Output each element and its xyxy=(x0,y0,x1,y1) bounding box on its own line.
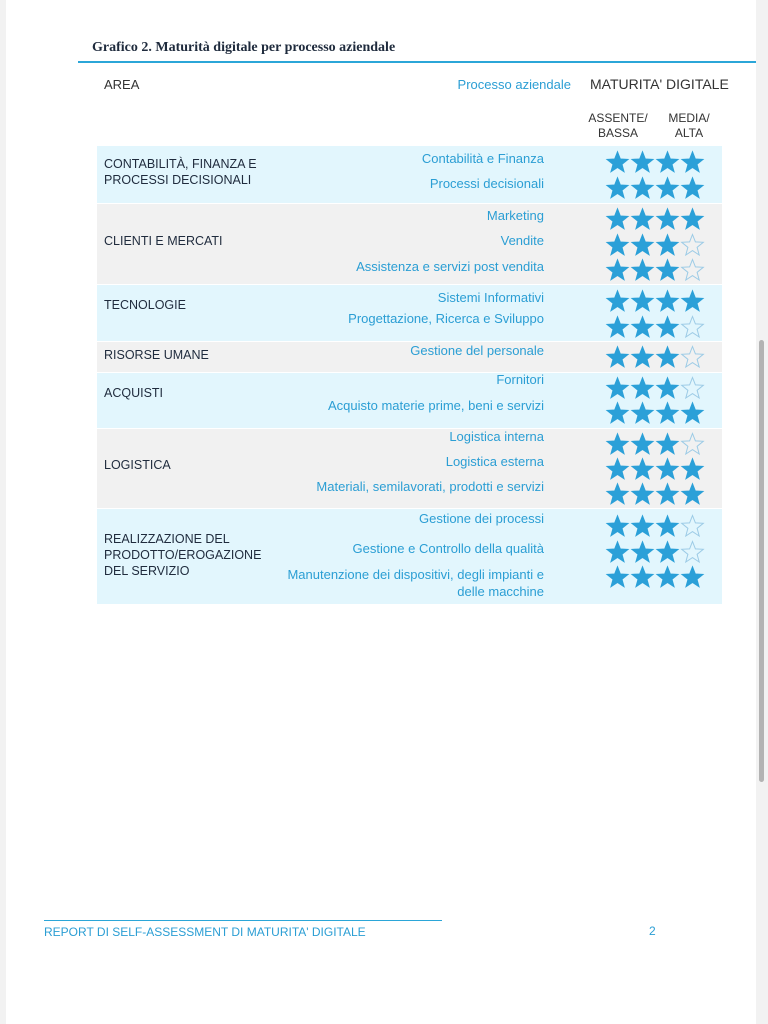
area-label-line: RISORSE UMANE xyxy=(104,348,209,362)
process-logistica-esterna xyxy=(446,453,544,470)
process-label-line: Contabilità e Finanza xyxy=(421,151,544,166)
star-filled-icon xyxy=(630,176,655,200)
star-rating xyxy=(605,176,705,200)
star-filled-icon xyxy=(630,482,655,506)
header-maturity: MATURITA' DIGITALE xyxy=(590,76,729,92)
star-filled-icon xyxy=(605,258,630,282)
star-filled-icon xyxy=(605,315,630,339)
star-filled-icon xyxy=(630,315,655,339)
process-logistica-interna xyxy=(449,428,544,445)
process-label-line: Materiali, semilavorati, prodotti e servizi xyxy=(316,479,544,494)
area-label-line: PRODOTTO/EROGAZIONE xyxy=(104,548,262,562)
star-filled-icon xyxy=(680,457,705,481)
area-label-line: CONTABILITÀ, FINANZA E xyxy=(104,157,257,171)
footer-report-title: REPORT DI SELF-ASSESSMENT DI MATURITA' DIGITALE xyxy=(44,925,366,939)
star-empty-icon xyxy=(680,514,705,538)
area-label-line: REALIZZAZIONE DEL xyxy=(104,532,230,546)
star-rating xyxy=(605,482,705,506)
star-filled-icon xyxy=(630,432,655,456)
star-rating xyxy=(605,315,705,339)
star-filled-icon xyxy=(605,289,630,313)
star-filled-icon xyxy=(655,207,680,231)
star-filled-icon xyxy=(630,540,655,564)
star-filled-icon xyxy=(605,565,630,589)
star-filled-icon xyxy=(605,176,630,200)
header-scale-low xyxy=(578,111,658,141)
header-scale-low-line2: BASSA xyxy=(597,126,639,140)
document-page xyxy=(6,0,756,1024)
star-empty-icon xyxy=(680,432,705,456)
star-filled-icon xyxy=(680,401,705,425)
star-filled-icon xyxy=(605,432,630,456)
header-scale-high-line2: ALTA xyxy=(674,126,704,140)
process-label-line: delle macchine xyxy=(457,584,544,599)
star-rating xyxy=(605,289,705,313)
area-group-risorse-umane xyxy=(97,342,722,372)
star-empty-icon xyxy=(680,315,705,339)
star-filled-icon xyxy=(605,376,630,400)
area-label xyxy=(104,385,163,401)
star-empty-icon xyxy=(680,540,705,564)
star-rating xyxy=(605,150,705,174)
star-filled-icon xyxy=(655,401,680,425)
star-filled-icon xyxy=(655,432,680,456)
star-filled-icon xyxy=(630,207,655,231)
process-label-line: Sistemi Informativi xyxy=(437,290,544,305)
star-filled-icon xyxy=(655,289,680,313)
area-group-realizzazione-del xyxy=(97,509,722,604)
star-filled-icon xyxy=(630,514,655,538)
star-rating xyxy=(605,540,705,564)
process-marketing xyxy=(487,207,544,224)
star-filled-icon xyxy=(655,150,680,174)
star-rating xyxy=(605,514,705,538)
process-label-line: Logistica interna xyxy=(449,429,544,444)
star-rating xyxy=(605,207,705,231)
process-label-line: Fornitori xyxy=(496,372,544,387)
star-rating xyxy=(605,258,705,282)
scrollbar[interactable] xyxy=(756,0,768,1024)
star-filled-icon xyxy=(655,457,680,481)
header-scale-high xyxy=(659,111,719,141)
area-label-line: PROCESSI DECISIONALI xyxy=(104,173,252,187)
star-filled-icon xyxy=(655,233,680,257)
area-label xyxy=(104,531,261,579)
process-processi-decisionali xyxy=(430,175,544,192)
process-vendite xyxy=(501,232,544,249)
process-label-line: Vendite xyxy=(500,233,544,248)
area-label xyxy=(104,457,171,473)
area-group-tecnologie xyxy=(97,285,722,341)
area-label-line: CLIENTI E MERCATI xyxy=(104,234,223,248)
star-empty-icon xyxy=(680,233,705,257)
star-filled-icon xyxy=(605,150,630,174)
area-label-line: LOGISTICA xyxy=(104,458,171,472)
star-filled-icon xyxy=(655,514,680,538)
process-label-line: Manutenzione dei dispositivi, degli impianti e xyxy=(287,567,544,582)
chart-title: Grafico 2. Maturità digitale per processo aziendale xyxy=(92,40,396,55)
process-label-line: Logistica esterna xyxy=(445,454,544,469)
area-label xyxy=(104,233,223,249)
star-filled-icon xyxy=(655,482,680,506)
star-filled-icon xyxy=(605,233,630,257)
star-filled-icon xyxy=(605,457,630,481)
page-number: 2 xyxy=(649,924,656,938)
star-filled-icon xyxy=(655,176,680,200)
process-sistemi-informativi xyxy=(438,289,544,306)
star-filled-icon xyxy=(630,457,655,481)
star-rating xyxy=(605,401,705,425)
star-filled-icon xyxy=(680,207,705,231)
process-label-line: Assistenza e servizi post vendita xyxy=(356,259,544,274)
star-filled-icon xyxy=(655,258,680,282)
star-filled-icon xyxy=(630,401,655,425)
star-filled-icon xyxy=(630,565,655,589)
process-gestione-e-controllo-della-qualita xyxy=(352,540,544,557)
star-filled-icon xyxy=(605,345,630,369)
star-filled-icon xyxy=(630,345,655,369)
star-filled-icon xyxy=(630,150,655,174)
footer-rule xyxy=(44,920,442,921)
star-filled-icon xyxy=(655,540,680,564)
area-label xyxy=(104,156,257,188)
star-rating xyxy=(605,457,705,481)
star-filled-icon xyxy=(630,258,655,282)
process-label-line: Acquisto materie prime, beni e servizi xyxy=(327,398,544,413)
star-filled-icon xyxy=(680,176,705,200)
area-group-acquisti xyxy=(97,373,722,428)
process-manutenzione-dei-dispositivi-degli-impianti-e xyxy=(287,566,544,600)
star-filled-icon xyxy=(605,401,630,425)
star-filled-icon xyxy=(680,482,705,506)
process-label-line: Gestione dei processi xyxy=(418,511,544,526)
area-label-line: DEL SERVIZIO xyxy=(104,564,190,578)
area-label xyxy=(104,347,209,363)
star-rating xyxy=(605,565,705,589)
process-label-line: Marketing xyxy=(486,208,544,223)
title-rule xyxy=(78,61,760,63)
process-label-line: Progettazione, Ricerca e Sviluppo xyxy=(348,311,544,326)
process-fornitori xyxy=(496,371,544,388)
scrollbar-thumb[interactable] xyxy=(759,340,764,782)
process-assistenza-e-servizi-post-vendita xyxy=(356,258,544,275)
process-contabilita-e-finanza xyxy=(422,150,544,167)
process-label-line: Processi decisionali xyxy=(429,176,544,191)
star-filled-icon xyxy=(655,565,680,589)
star-filled-icon xyxy=(655,315,680,339)
header-area: AREA xyxy=(104,77,140,92)
header-process: Processo aziendale xyxy=(457,77,571,92)
star-filled-icon xyxy=(605,482,630,506)
star-rating xyxy=(605,376,705,400)
star-filled-icon xyxy=(680,150,705,174)
star-filled-icon xyxy=(605,514,630,538)
area-group-clienti-e-mercati xyxy=(97,204,722,284)
star-filled-icon xyxy=(680,289,705,313)
area-label-line: ACQUISTI xyxy=(104,386,164,400)
star-rating xyxy=(605,432,705,456)
area-label xyxy=(104,297,186,313)
star-filled-icon xyxy=(630,289,655,313)
star-empty-icon xyxy=(680,345,705,369)
star-filled-icon xyxy=(680,565,705,589)
header-scale-high-line1: MEDIA/ xyxy=(668,111,710,125)
star-filled-icon xyxy=(605,540,630,564)
process-label-line: Gestione e Controllo della qualità xyxy=(352,541,544,556)
process-materiali-semilavorati-prodotti-e-servizi xyxy=(316,478,544,495)
area-label-line: TECNOLOGIE xyxy=(104,298,186,312)
star-empty-icon xyxy=(680,258,705,282)
star-filled-icon xyxy=(655,376,680,400)
star-empty-icon xyxy=(680,376,705,400)
star-filled-icon xyxy=(655,345,680,369)
header-scale-low-line1: ASSENTE/ xyxy=(588,111,648,125)
process-acquisto-materie-prime-beni-e-servizi xyxy=(328,397,544,414)
process-gestione-del-personale xyxy=(410,342,544,359)
star-rating xyxy=(605,233,705,257)
star-filled-icon xyxy=(630,376,655,400)
area-group-logistica xyxy=(97,429,722,508)
star-rating xyxy=(605,345,705,369)
star-filled-icon xyxy=(605,207,630,231)
process-gestione-dei-processi xyxy=(419,510,544,527)
process-progettazione-ricerca-e-sviluppo xyxy=(348,310,544,327)
area-group-contabilita-finanza-e xyxy=(97,146,722,203)
star-filled-icon xyxy=(630,233,655,257)
process-label-line: Gestione del personale xyxy=(410,343,544,358)
